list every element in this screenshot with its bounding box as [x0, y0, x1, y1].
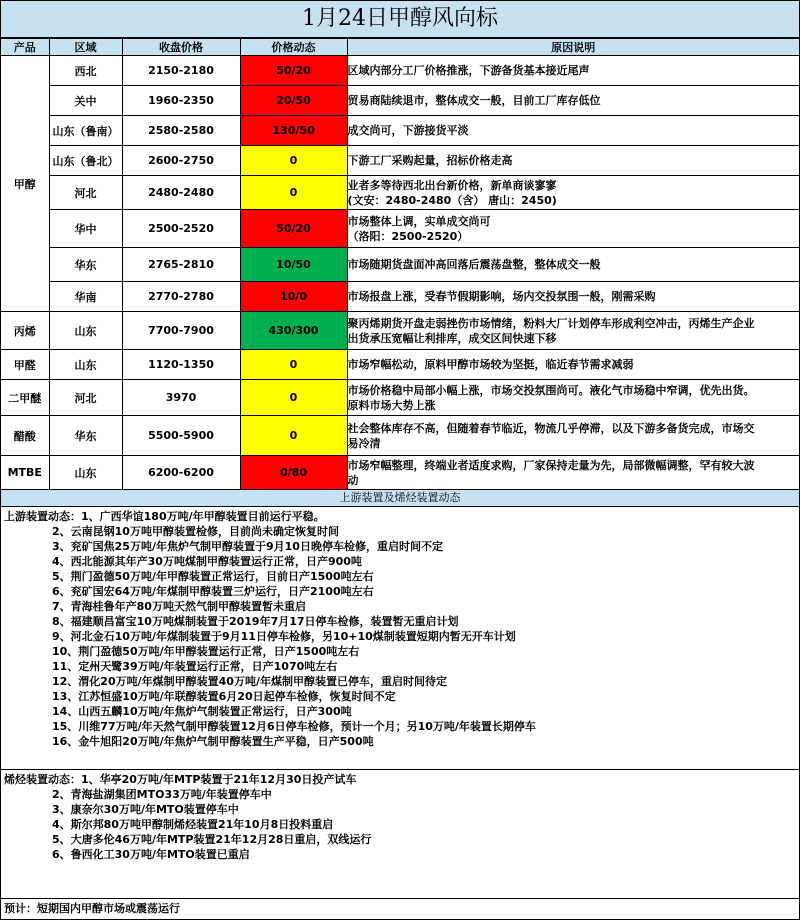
- region-cell: 山东: [49, 456, 122, 490]
- price-cell: 3970: [122, 380, 240, 416]
- reason-text-2: 动: [347, 473, 359, 487]
- reason-cell: [347, 86, 799, 116]
- upstream-list: [1, 506, 799, 749]
- list-item-text: 3、兖矿国焦25万吨/年焦炉气制甲醇装置于9月10日晚停车检修，重启时间不定: [52, 540, 443, 553]
- price-cell: 2580-2580: [122, 116, 240, 146]
- reason-cell: [347, 248, 799, 282]
- trend-cell: 0: [240, 176, 347, 210]
- region-cell: 山东: [49, 312, 122, 350]
- table-row: [1, 380, 799, 416]
- reason-cell: [347, 350, 799, 380]
- list-item-text: 15、川维77万吨/年天然气制甲醇装置12月6日停车检修，预计一个月；另10万吨/年装置长期停车: [52, 720, 536, 733]
- list-item: [4, 817, 796, 832]
- trend-cell: 0: [240, 146, 347, 176]
- forecast: 预计：短期国内甲醇市场或震荡运行: [1, 898, 799, 919]
- price-table: [1, 38, 799, 490]
- product-cell: 丙烯: [1, 312, 49, 350]
- table-row: [1, 116, 799, 146]
- price-cell: 1120-1350: [122, 350, 240, 380]
- region-cell: 华南: [49, 282, 122, 312]
- list-item-text: 14、山西五麟10万吨/年焦炉气制装置正常运行，日产300吨: [52, 705, 352, 718]
- list-item: [4, 659, 796, 674]
- table-row: [1, 416, 799, 456]
- section-title: 上游装置及烯烃装置动态: [1, 490, 799, 506]
- list-item: [4, 674, 796, 689]
- region-cell: 关中: [49, 86, 122, 116]
- list-item: [4, 524, 796, 539]
- reason-text: 市场窄幅整理，终端业者适度求购，厂家保持走量为先，局部微幅调整，罕有较大波: [347, 458, 755, 472]
- region-cell: 华中: [49, 210, 122, 248]
- price-cell: 2150-2180: [122, 56, 240, 86]
- reason-cell: [347, 312, 799, 350]
- reason-text: 市场价格稳中局部小幅上涨，市场交投氛围尚可。液化气市场稳中窄调，优先出货。: [347, 383, 755, 397]
- list-item: [4, 734, 796, 749]
- reason-cell: [347, 210, 799, 248]
- list-item-text: 11、定州天鹭39万吨/年装置运行正常，日产1070吨左右: [52, 660, 338, 673]
- reason-cell: [347, 116, 799, 146]
- reason-text-2: (文安：2480-2480（含） 唐山：2450): [347, 193, 557, 207]
- reason-cell: [347, 380, 799, 416]
- product-cell: 甲醇: [1, 56, 49, 312]
- list-item: [4, 832, 796, 847]
- reason-text-2: 易冷清: [347, 436, 381, 450]
- price-cell: 2765-2810: [122, 248, 240, 282]
- table-row: [1, 176, 799, 210]
- table-row: [1, 146, 799, 176]
- reason-text-2: 原料市场大势上涨: [347, 398, 436, 412]
- trend-cell: 50/20: [240, 210, 347, 248]
- reason-text: 区域内部分工厂价格推涨，下游备货基本接近尾声: [347, 64, 590, 77]
- table-row: [1, 282, 799, 312]
- list-item-text: 4、西北能源其年产30万吨煤制甲醇装置运行正常，日产900吨: [52, 555, 362, 568]
- region-cell: 山东（鲁北）: [49, 146, 122, 176]
- region-cell: 河北: [49, 176, 122, 210]
- region-cell: 华东: [49, 416, 122, 456]
- header-product: 产品: [1, 39, 49, 56]
- reason-text: 业者多等待西北出台新价格，新单商谈寥寥: [347, 178, 557, 192]
- list-item: [4, 614, 796, 629]
- table-row: [1, 56, 799, 86]
- price-cell: 2480-2480: [122, 176, 240, 210]
- header-region: 区域: [49, 39, 122, 56]
- reason-text-2: （洛阳：2500-2520）: [347, 229, 469, 243]
- list-item: [4, 847, 796, 862]
- reason-cell: [347, 56, 799, 86]
- list-item: [4, 644, 796, 659]
- product-cell: 醋酸: [1, 416, 49, 456]
- reason-cell: [347, 456, 799, 490]
- table-row: [1, 248, 799, 282]
- reason-text-2: 出货承压宽幅让利排库，成交区间快速下移: [347, 331, 557, 345]
- list-item: [4, 629, 796, 644]
- list-item: [4, 772, 796, 787]
- price-cell: 6200-6200: [122, 456, 240, 490]
- trend-cell: 0: [240, 380, 347, 416]
- list-item-text: 5、大唐多伦46万吨/年MTP装置21年12月28日重启，双线运行: [52, 833, 372, 846]
- list-item-text: 1、广西华谊180万吨/年甲醇装置目前运行平稳。: [81, 510, 325, 523]
- region-cell: 华东: [49, 248, 122, 282]
- list-item-text: 12、渭化20万吨/年煤制甲醇装置40万吨/年煤制甲醇装置已停车，重启时间待定: [52, 675, 447, 688]
- product-cell: 二甲醚: [1, 380, 49, 416]
- price-cell: 5500-5900: [122, 416, 240, 456]
- list-item-text: 6、鲁西化工30万吨/年MTO装置已重启: [52, 848, 250, 861]
- list-item: [4, 569, 796, 584]
- list-item: [4, 802, 796, 817]
- reason-cell: [347, 146, 799, 176]
- list-item: [4, 704, 796, 719]
- list-item: [4, 509, 796, 524]
- reason-text: 市场窄幅松动，原料甲醇市场较为坚挺，临近春节需求减弱: [347, 358, 634, 371]
- header-trend: 价格动态: [240, 39, 347, 56]
- table-row: [1, 350, 799, 380]
- list-item-text: 6、兖矿国宏64万吨/年煤制甲醇装置三炉运行，日产2100吨左右: [52, 585, 374, 598]
- trend-cell: 130/50: [240, 116, 347, 146]
- reason-cell: [347, 176, 799, 210]
- price-cell: 2600-2750: [122, 146, 240, 176]
- reason-text: 下游工厂采购起量，招标价格走高: [347, 154, 513, 167]
- reason-text: 成交尚可，下游接货平淡: [347, 124, 469, 137]
- list-label: 烯烃装置动态：: [4, 773, 81, 786]
- region-cell: 山东: [49, 350, 122, 380]
- list-item: [4, 689, 796, 704]
- list-item: [4, 599, 796, 614]
- reason-cell: [347, 282, 799, 312]
- table-body: [1, 56, 799, 490]
- price-cell: 2500-2520: [122, 210, 240, 248]
- list-item: [4, 787, 796, 802]
- list-item-text: 1、华亭20万吨/年MTP装置于21年12月30日投产试车: [81, 773, 357, 786]
- page-title: 1月24日甲醇风向标: [1, 1, 799, 38]
- trend-cell: 10/0: [240, 282, 347, 312]
- list-item: [4, 584, 796, 599]
- price-cell: 1960-2350: [122, 86, 240, 116]
- table-row: [1, 312, 799, 350]
- list-item-text: 4、斯尔邦80万吨甲醇制烯烃装置21年10月8日投料重启: [52, 818, 334, 831]
- trend-cell: 0/80: [240, 456, 347, 490]
- list-item-text: 8、福建顺昌富宝10万吨煤制装置于2019年7月17日停车检修，装置暂无重启计划: [52, 615, 459, 628]
- list-item: [4, 539, 796, 554]
- list-label: 上游装置动态：: [4, 510, 81, 523]
- list-item-text: 9、河北金石10万吨/年煤制装置于9月11日停车检修，另10+10煤制装置短期内暂无开车计划: [52, 630, 516, 643]
- list-item-text: 3、康奈尔30万吨/年MTO装置停车中: [52, 803, 239, 816]
- reason-text: 市场随期货盘面冲高回落后震荡盘整，整体成交一般: [347, 258, 601, 271]
- product-cell: 甲醛: [1, 350, 49, 380]
- table-row: [1, 86, 799, 116]
- price-cell: 7700-7900: [122, 312, 240, 350]
- list-item: [4, 554, 796, 569]
- reason-text: 贸易商陆续退市，整体成交一般，目前工厂库存低位: [347, 94, 601, 107]
- list-item-text: 16、金牛旭阳20万吨/年焦炉气制甲醇装置生产平稳，日产500吨: [52, 735, 374, 748]
- olefin-list: [1, 769, 799, 862]
- table-row: [1, 456, 799, 490]
- list-item-text: 5、荆门盈德50万吨/年甲醇装置正常运行，目前日产1500吨左右: [52, 570, 374, 583]
- trend-cell: 20/50: [240, 86, 347, 116]
- region-cell: 山东（鲁南）: [49, 116, 122, 146]
- reason-text: 市场报盘上涨，受春节假期影响，场内交投氛围一般，刚需采购: [347, 290, 656, 303]
- reason-text: 社会整体库存不高，但随着春节临近，物流几乎停滞，以及下游多备货完成，市场交: [347, 421, 755, 435]
- product-cell: MTBE: [1, 456, 49, 490]
- list-item-text: 10、荆门盈德50万吨/年甲醇装置运行正常，日产1500吨左右: [52, 645, 360, 658]
- price-cell: 2770-2780: [122, 282, 240, 312]
- trend-cell: 50/20: [240, 56, 347, 86]
- list-item-text: 7、青海桂鲁年产80万吨天然气制甲醇装置暂未重启: [52, 600, 306, 613]
- trend-cell: 430/300: [240, 312, 347, 350]
- region-cell: 河北: [49, 380, 122, 416]
- header-price: 收盘价格: [122, 39, 240, 56]
- list-item-text: 2、青海盐湖集团MTO33万吨/年装置停车中: [52, 788, 272, 801]
- trend-cell: 10/50: [240, 248, 347, 282]
- trend-cell: 0: [240, 350, 347, 380]
- list-item-text: 2、云南昆钢10万吨甲醇装置检修，目前尚未确定恢复时间: [52, 525, 339, 538]
- table-row: [1, 210, 799, 248]
- trend-cell: 0: [240, 416, 347, 456]
- reason-cell: [347, 416, 799, 456]
- list-item-text: 13、江苏恒盛10万吨/年联醇装置6月20日起停车检修，恢复时间不定: [52, 690, 396, 703]
- region-cell: 西北: [49, 56, 122, 86]
- table-header-row: [1, 39, 799, 56]
- header-reason: 原因说明: [347, 39, 799, 56]
- list-item: [4, 719, 796, 734]
- reason-text: 市场整体上调，实单成交尚可: [347, 214, 491, 228]
- reason-text: 聚丙烯期货开盘走弱挫伤市场情绪，粉料大厂计划停车形成利空冲击，丙烯生产企业: [347, 316, 755, 330]
